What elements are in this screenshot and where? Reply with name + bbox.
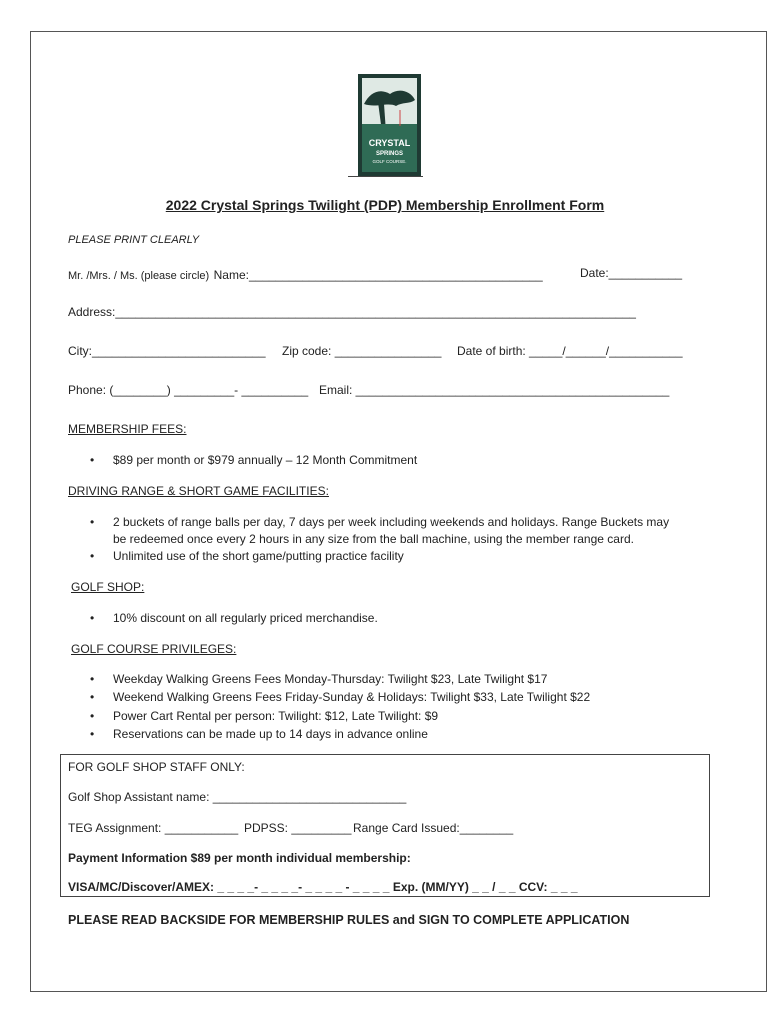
range-item-2: Unlimited use of the short game/putting practice facility bbox=[113, 549, 404, 563]
name-row bbox=[68, 266, 543, 284]
range-item-1-line-2: be redeemed once every 2 hours in any size from the ball machine, using the member range card. bbox=[113, 532, 634, 546]
city-field[interactable]: City:__________________________ bbox=[68, 344, 266, 358]
logo-grass bbox=[362, 124, 417, 134]
golf-shop-heading: GOLF SHOP: bbox=[71, 580, 145, 594]
bullet-icon: • bbox=[90, 549, 95, 563]
bullet-icon: • bbox=[90, 515, 95, 529]
payment-info-label: Payment Information $89 per month individual membership: bbox=[68, 851, 411, 865]
date-field[interactable]: Date:___________ bbox=[580, 266, 683, 280]
privilege-item-2: Weekend Walking Greens Fees Friday-Sunday & Holidays: Twilight $33, Late Twilight $22 bbox=[113, 690, 591, 704]
bullet-icon: • bbox=[90, 709, 95, 723]
address-field[interactable]: Address:______________________________________________________________________________ bbox=[68, 305, 636, 319]
phone-field[interactable]: Phone: (________) _________- __________ bbox=[68, 383, 309, 397]
range-heading: DRIVING RANGE & SHORT GAME FACILITIES: bbox=[68, 484, 329, 498]
assistant-name-field[interactable]: Golf Shop Assistant name: _____________________________ bbox=[68, 790, 407, 804]
range-item-1-line-1: 2 buckets of range balls per day, 7 days per week including weekends and holidays. Range Buckets may bbox=[113, 515, 670, 529]
range-card-field[interactable]: Range Card Issued:________ bbox=[353, 821, 514, 835]
salutation-label: Mr. /Mrs. / Ms. (please circle) bbox=[68, 270, 210, 282]
privilege-item-1: Weekday Walking Greens Fees Monday-Thursday: Twilight $23, Late Twilight $17 bbox=[113, 672, 548, 686]
logo-text-2: SPRINGS bbox=[375, 151, 404, 157]
privileges-heading: GOLF COURSE PRIVILEGES: bbox=[71, 642, 237, 656]
bullet-icon: • bbox=[90, 672, 95, 686]
form-title: 2022 Crystal Springs Twilight (PDP) Membership Enrollment Form bbox=[165, 197, 605, 213]
bullet-icon: • bbox=[90, 453, 95, 467]
logo-text-3: GOLF COURSE. bbox=[372, 159, 407, 164]
logo-text-1: CRYSTAL bbox=[368, 138, 411, 148]
golf-shop-item: 10% discount on all regularly priced merchandise. bbox=[113, 611, 378, 625]
bullet-icon: • bbox=[90, 727, 95, 741]
fee-item: $89 per month or $979 annually – 12 Month Commitment bbox=[113, 453, 418, 467]
name-field[interactable]: Name:____________________________________________ bbox=[213, 268, 543, 282]
dob-field[interactable]: Date of birth: _____/______/___________ bbox=[457, 344, 683, 358]
card-info-field[interactable]: VISA/MC/Discover/AMEX: _ _ _ _- _ _ _ _- _ _ _ _ - _ _ _ _ Exp. (MM/YY) _ _ / _ _ CCV: _ _ _ bbox=[68, 880, 578, 894]
bullet-icon: • bbox=[90, 690, 95, 704]
crystal-springs-logo bbox=[358, 74, 421, 176]
bullet-icon: • bbox=[90, 611, 95, 625]
pdpss-field[interactable]: PDPSS: _________ bbox=[244, 821, 352, 835]
privilege-item-3: Power Cart Rental per person: Twilight: $12, Late Twilight: $9 bbox=[113, 709, 439, 723]
print-note: PLEASE PRINT CLEARLY bbox=[68, 234, 200, 246]
logo-rule bbox=[348, 176, 423, 177]
membership-fees-heading: MEMBERSHIP FEES: bbox=[68, 422, 187, 436]
privilege-item-4: Reservations can be made up to 14 days in advance online bbox=[113, 727, 428, 741]
staff-heading: FOR GOLF SHOP STAFF ONLY: bbox=[68, 760, 245, 774]
teg-assignment-field[interactable]: TEG Assignment: ___________ bbox=[68, 821, 239, 835]
zip-field[interactable]: Zip code: ________________ bbox=[282, 344, 442, 358]
footer-instruction: PLEASE READ BACKSIDE FOR MEMBERSHIP RULES and SIGN TO COMPLETE APPLICATION bbox=[68, 913, 630, 927]
email-field[interactable]: Email: _______________________________________________ bbox=[319, 383, 670, 397]
